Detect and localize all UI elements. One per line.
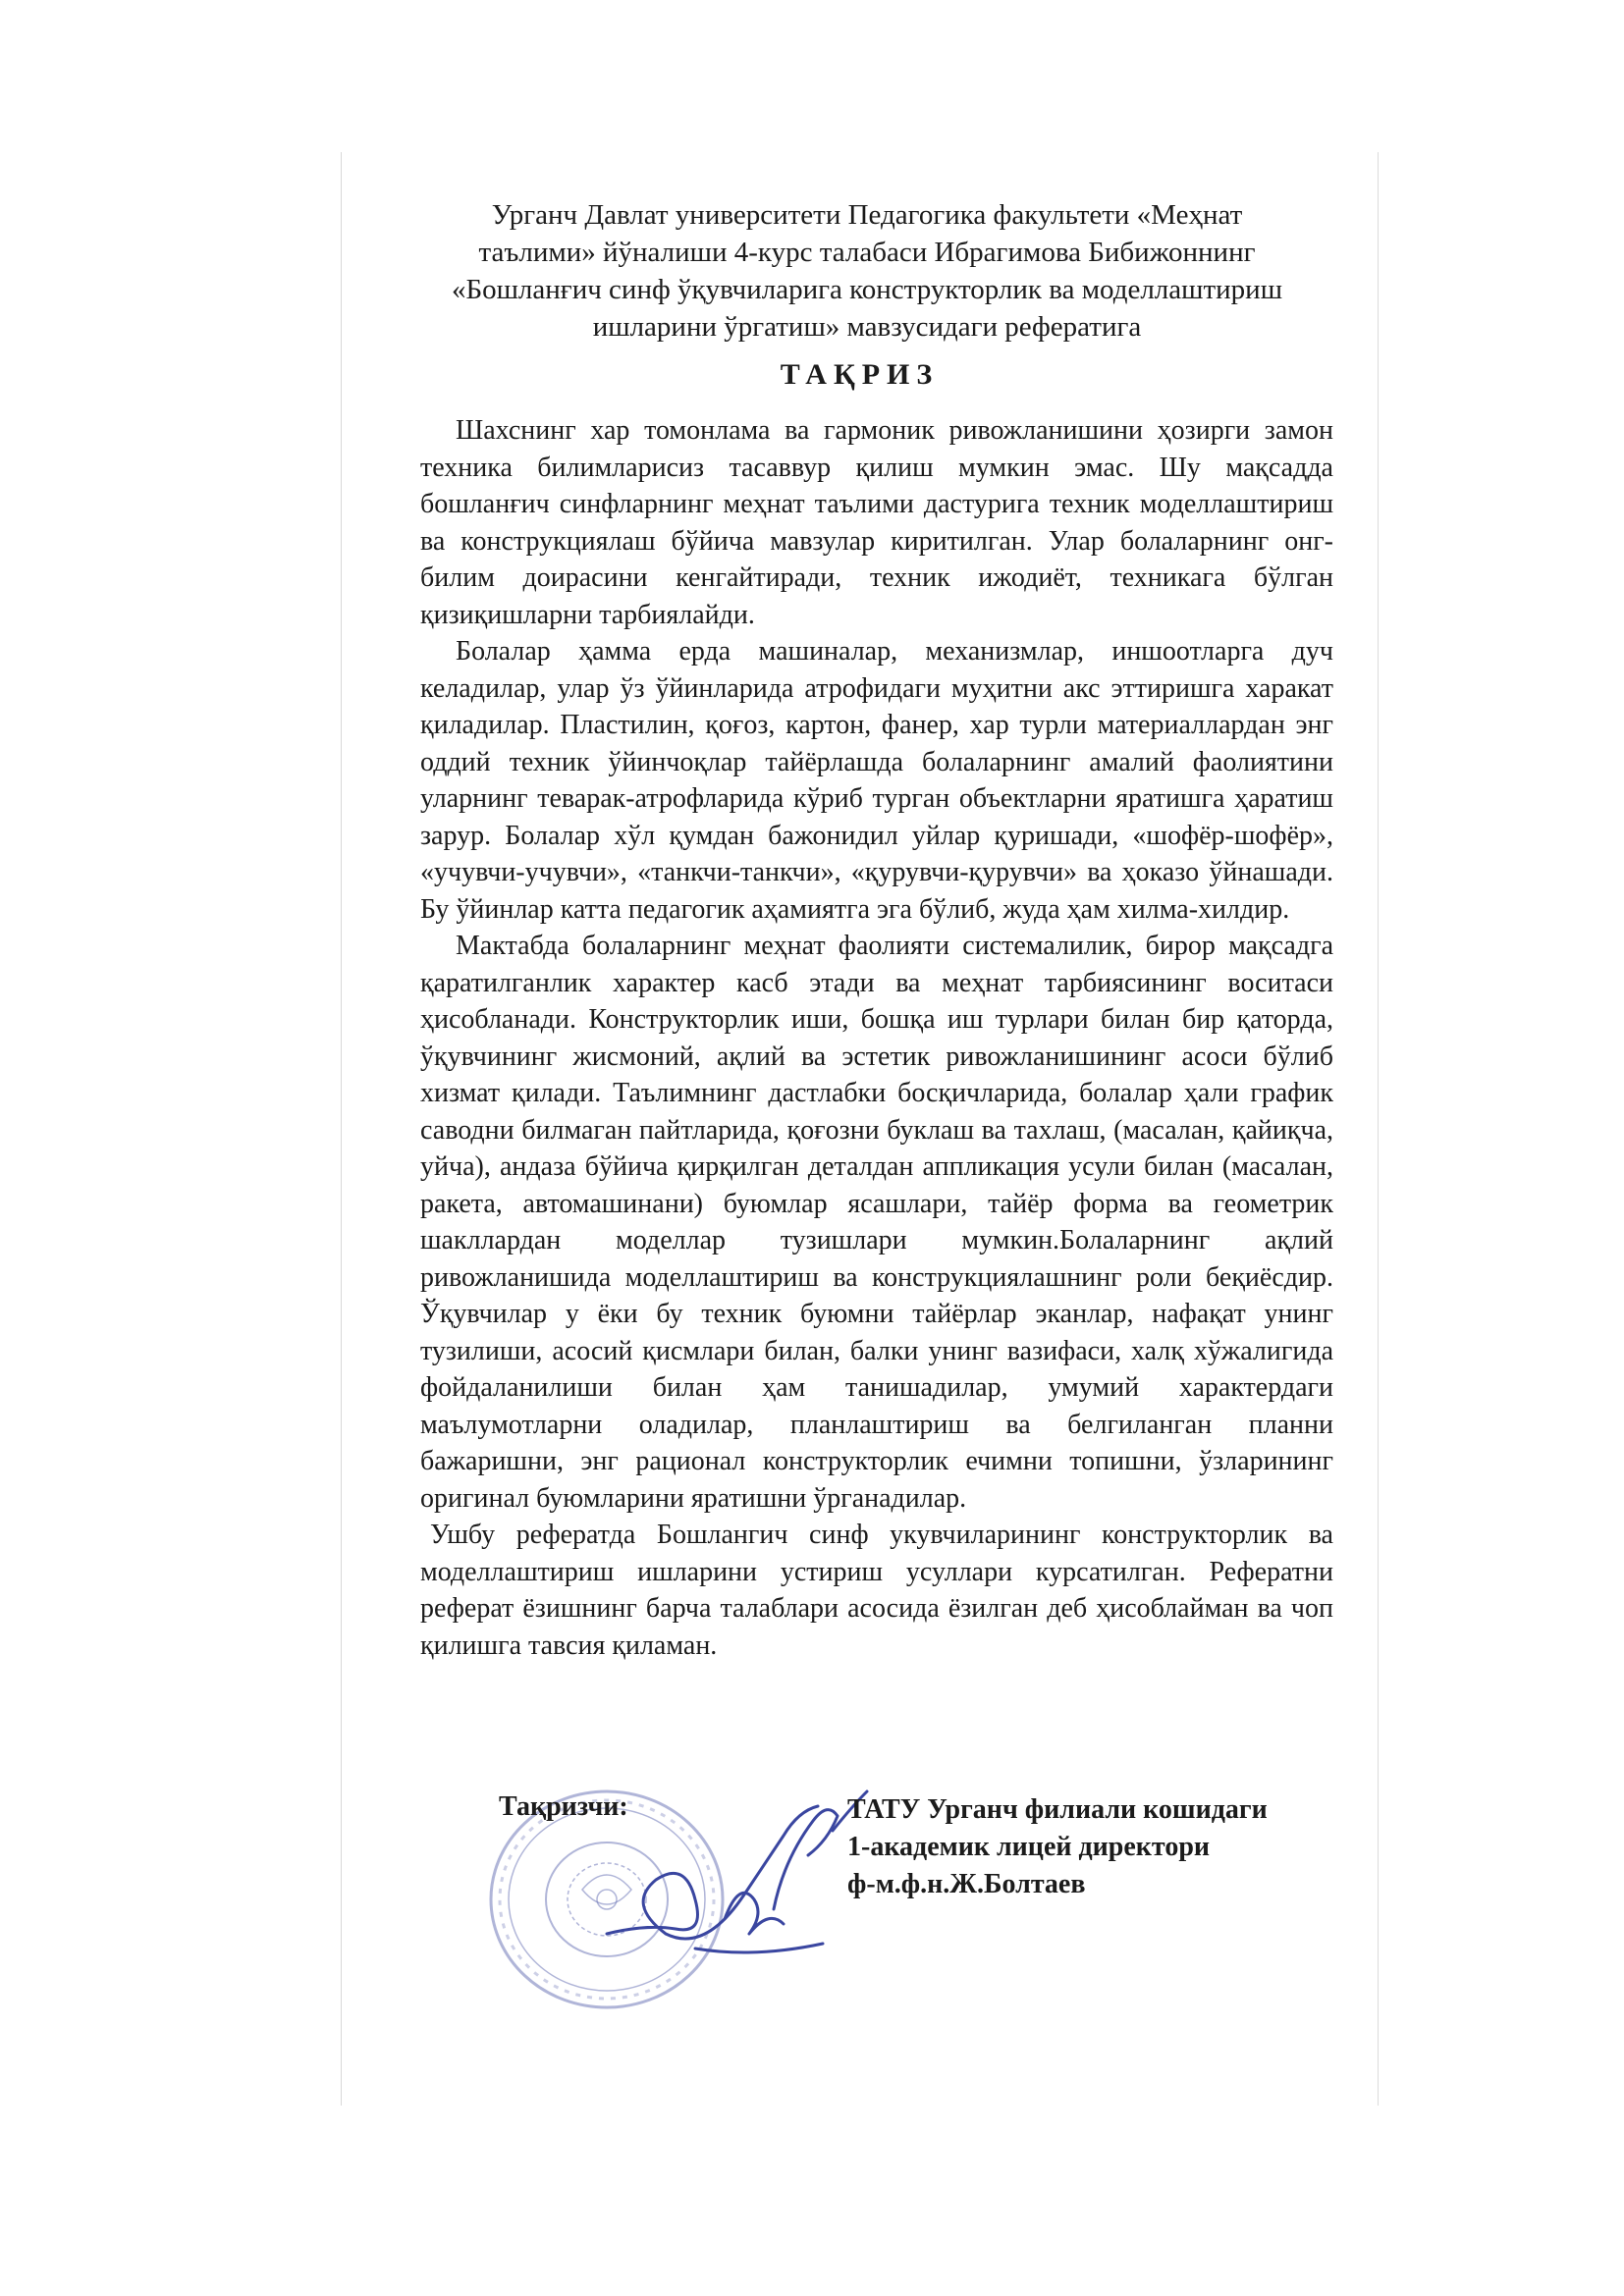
reviewer-label: Тақризчи: <box>499 1791 628 1822</box>
reviewer-line-2: 1-академик лицей директори <box>847 1832 1211 1862</box>
document-page <box>342 152 1378 2106</box>
paragraph-3: Мактабда болаларнинг меҳнат фаолияти системалилик, бирор мақсадга қаратилганлик характер касб этади ва меҳнат тарбиясининг воситаси ҳисобланади. Конструкторлик иши, бошқа иш турлари билан бир қаторда, ўқувчининг жисмоний, ақлий ва эстетик ривожланишининг асоси бўлиб хизмат қилади. Таълимнинг дастлабки босқичларида, болалар ҳали график саводни билмаган пайтларида, қоғозни буклаш ва тахлаш, (масалан, қайиқча, уйча), андаза бўйича қирқилган деталдан аппликация усули билан (масалан, ракета, автомашинани) буюмлар ясашлари, тайёр форма ва геометрик шакллардан моделлар тузишлари мумкин.Болаларнинг ақлий ривожланишида моделлаштириш ва конструкциялашнинг роли беқиёсдир. Ўқувчилар у ёки бу техник буюмни тайёрлар эканлар, нафақат унинг тузилиши, асосий қисмлари билан, балки унинг вазифаси, халқ хўжалигида фойдаланилиши билан ҳам танишадилар, умумий характердаги маълумотларни оладилар, планлаштириш ва белгиланган планни бажаришни, энг рационал конструкторлик ечимни топишни, ўзларининг оригинал буюмларини яратишни ўрганадилар. <box>420 931 1333 1514</box>
reviewer-line-3: ф-м.ф.н.Ж.Болтаев <box>847 1869 1086 1899</box>
paragraph-2: Болалар ҳамма ерда машиналар, механизмлар, иншоотларга дуч келадилар, улар ўз ўйинларида атрофидаги муҳитни акс эттиришга харакат қиладилар. Пластилин, қоғоз, картон, фанер, хар турли материаллардан энг оддий техник ўйинчоқлар тайёрлашда болаларнинг амалий фаолиятини уларнинг теварак-атрофларида кўриб турган объектларни яратишга ҳаратиш зарур. Болалар хўл қумдан бажонидил уйлар қуришади, «шофёр-шофёр», «учувчи-учувчи», «танкчи-танкчи», «қурувчи-қурувчи» ва ҳоказо ўйнашади. Бу ўйинлар катта педагогик аҳамиятга эга бўлиб, жуда ҳам хилма-хилдир. <box>420 636 1333 925</box>
reviewer-info <box>847 1791 1268 1903</box>
header-line-4: ишларини ўргатиш» мавзусидаги рефератига <box>592 311 1142 343</box>
document-title: ТАҚРИЗ <box>780 358 940 391</box>
header-line-2: таълими» йўналиши 4-курс талабаси Ибрагимова Бибижоннинг <box>478 237 1256 268</box>
header-line-1: Урганч Давлат университети Педагогика факультети «Меҳнат <box>491 199 1243 231</box>
reviewer-line-1: ТАТУ Урганч филиали кошидаги <box>847 1794 1268 1825</box>
document-header <box>410 196 1324 346</box>
paragraph-1: Шахснинг хар томонлама ва гармоник ривожланишини ҳозирги замон техника билимларисиз тасаввур қилиш мумкин эмас. Шу мақсадда бошланғич синфларнинг меҳнат таълими дастурига техник моделлаштириш ва конструкциялаш бўйича мавзулар киритилган. Улар болаларнинг онг-билим доирасини кенгайтиради, техник ижодиёт, техникага бўлган қизиқишларни тарбиялайди. <box>420 415 1333 630</box>
review-body <box>420 412 1333 1664</box>
header-line-3: «Бошланғич синф ўқувчиларига конструкторлик ва моделлаштириш <box>451 274 1283 305</box>
paragraph-4: Ушбу рефератда Бошлангич синф укувчиларининг конструкторлик ва моделлаштириш ишларини устириш усуллари курсатилган. Рефератни реферат ёзишнинг барча талаблари асосида ёзилган деб ҳисоблайман ва чоп қилишга тавсия қиламан. <box>420 1520 1333 1661</box>
